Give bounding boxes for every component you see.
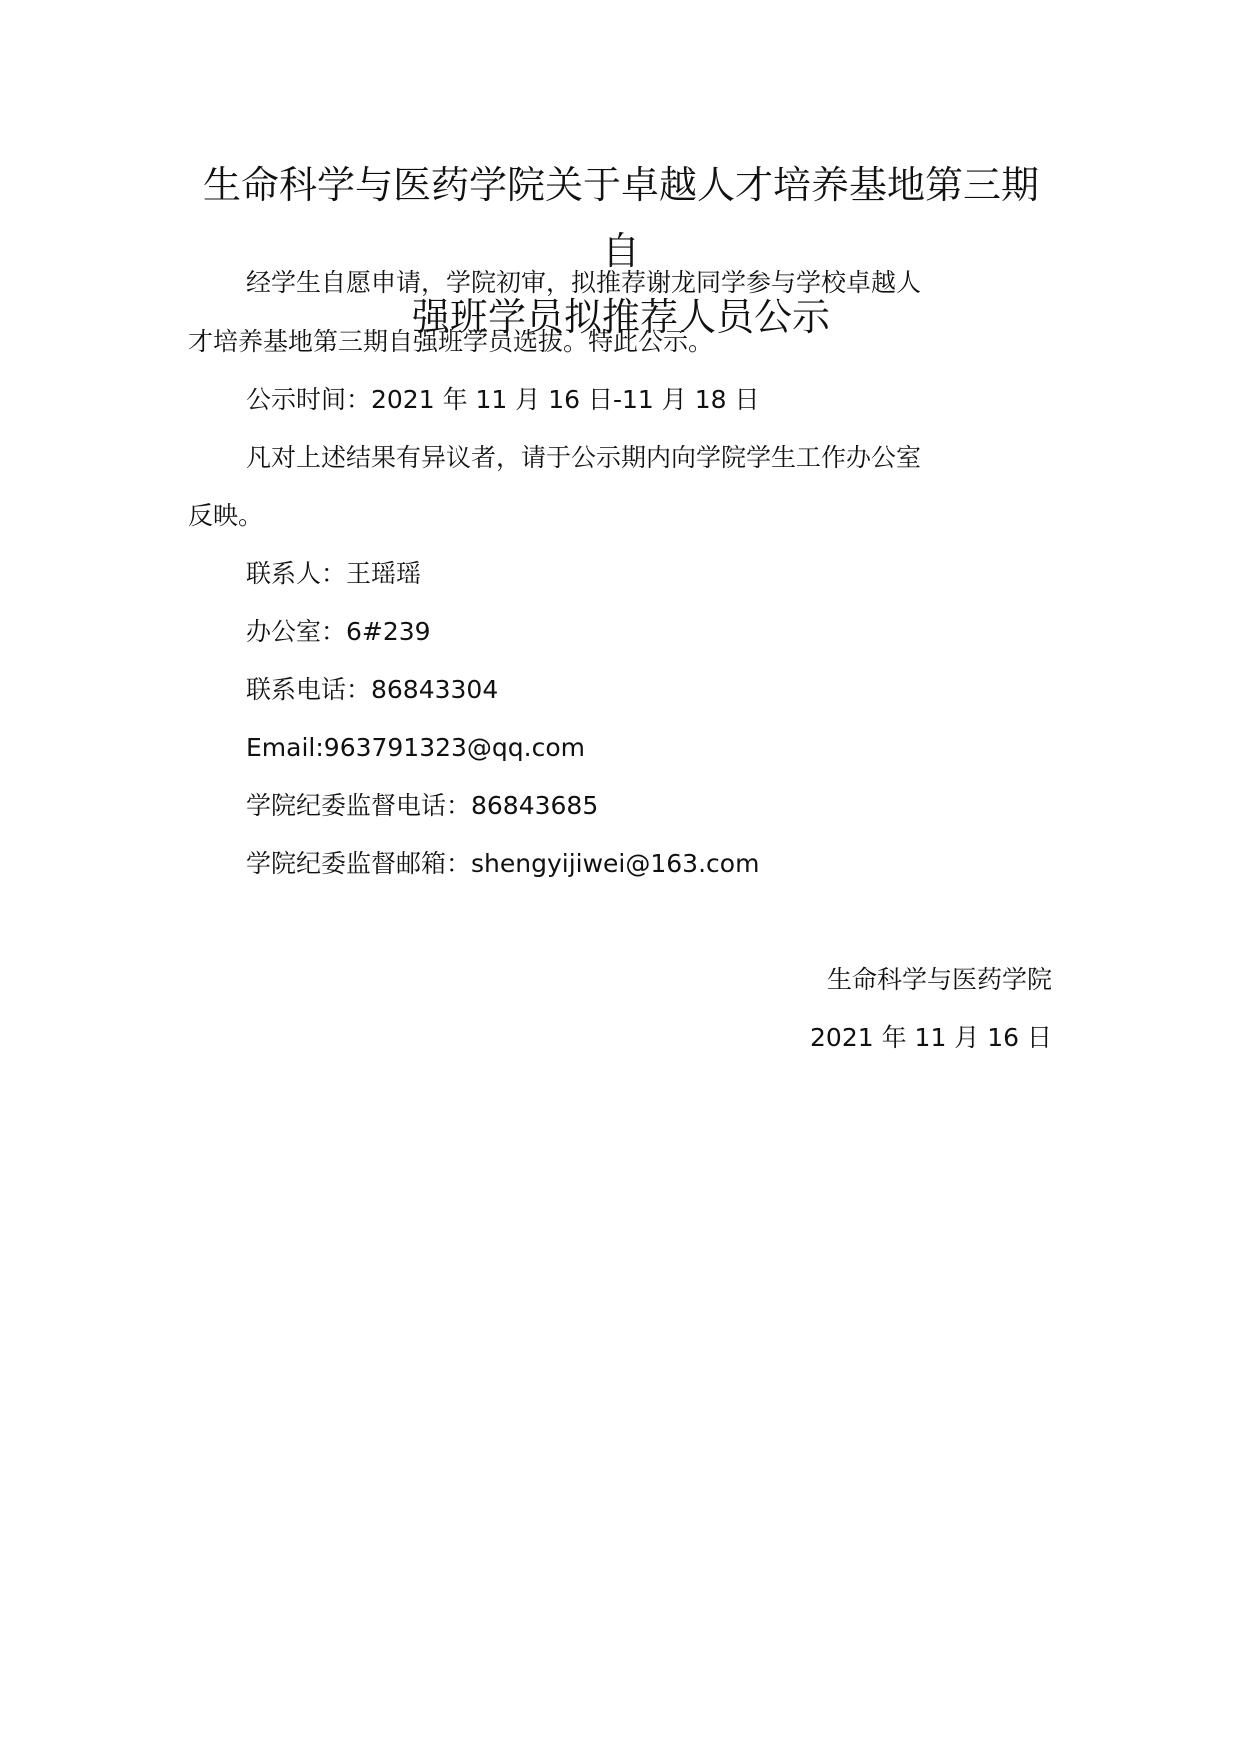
signature-organization: 生命科学与医药学院 (826, 965, 1052, 994)
contact-email: Email:963791323@qq.com (246, 733, 586, 762)
discipline-phone: 学院纪委监督电话：86843685 (246, 791, 599, 820)
contact-person: 联系人：王瑶瑶 (246, 559, 422, 588)
paragraph-1-line-1: 经学生自愿申请，学院初审，拟推荐谢龙同学参与学校卓越人 (246, 268, 922, 297)
paragraph-1-line-2: 才培养基地第三期自强班学员选拔。特此公示。 (188, 327, 714, 356)
office-location: 办公室：6#239 (246, 617, 431, 646)
paragraph-3-line-2: 反映。 (188, 501, 264, 530)
discipline-email: 学院纪委监督邮箱：shengyijiwei@163.com (246, 849, 760, 878)
document-title (188, 152, 1054, 350)
signature-date: 2021 年 11 月 16 日 (810, 1023, 1052, 1052)
title-line-1: 生命科学与医药学院关于卓越人才培养基地第三期自 (202, 163, 1039, 273)
paragraph-3-line-1: 凡对上述结果有异议者，请于公示期内向学院学生工作办公室 (246, 443, 922, 472)
contact-phone: 联系电话：86843304 (246, 675, 499, 704)
notice-time: 公示时间：2021 年 11 月 16 日-11 月 18 日 (246, 385, 760, 414)
title-line-2: 强班学员拟推荐人员公示 (411, 295, 830, 339)
